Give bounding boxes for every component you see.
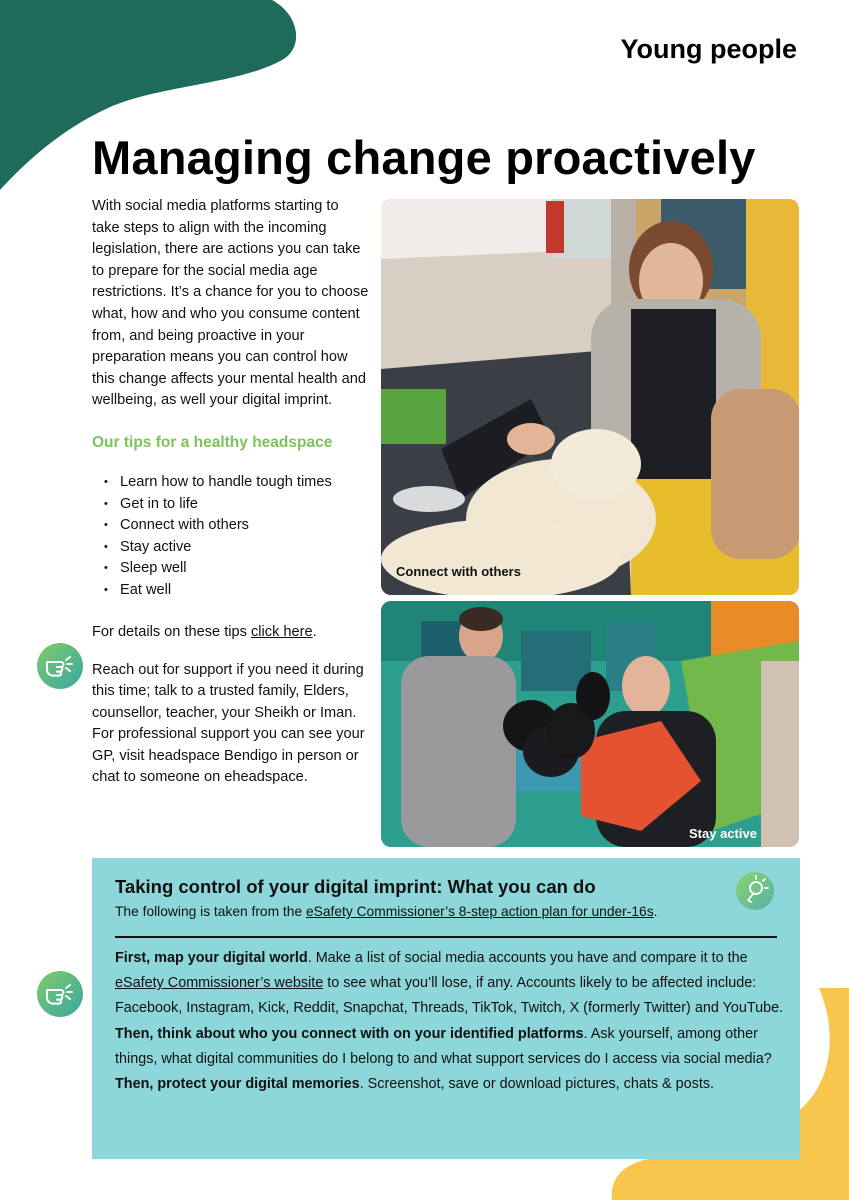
details-line <box>92 624 370 640</box>
left-column <box>92 196 370 789</box>
step-map-digital-world <box>115 946 785 1022</box>
step-title: Then, think about who you connect with on your identified platforms <box>115 1025 584 1042</box>
divider <box>115 936 777 938</box>
step-title: Then, protect your digital memories <box>115 1076 360 1093</box>
esafety-action-plan-link[interactable]: eSafety Commissioner’s 8-step action plan for under-16s <box>305 904 654 919</box>
details-end: . <box>312 623 317 640</box>
list-item: • Eat well <box>104 580 370 602</box>
step-protect-memories <box>115 1072 785 1097</box>
esafety-website-link[interactable]: eSafety Commissioner’s website <box>115 975 324 992</box>
tips-heading: Our tips for a healthy headspace <box>92 433 333 451</box>
page-title: Managing change proactively <box>92 131 756 184</box>
tips-list <box>92 472 370 602</box>
intro-paragraph: With social media platforms starting to take steps to align with the incoming legislation, there are actions you can take to prepare for the social media age restrictions. It’s a chance for you to choose what, how and who you consume content from, and being proactive in your preparation means you can control how this change affects your mental health and wellbeing, as well your digital imprint. <box>92 198 369 409</box>
photo-caption: Stay active <box>689 826 757 841</box>
pointing-hand-icon <box>37 643 83 689</box>
photo-woman-with-dog <box>381 199 799 595</box>
step-text: to see what you’ll lose, if any. Accounts likely to be affected include: Facebook, Instagram, Kick, Reddit, Snapchat, Threads, TikTok, Twitch, X (formerly Twitter) and YouTube. <box>115 975 784 1017</box>
list-item: • Sleep well <box>104 558 370 580</box>
section-tag: Young people <box>620 34 797 64</box>
action-plan-box <box>92 858 800 1159</box>
step-text: . Ask yourself, among other things, what digital communities do I belong to and what support services do I access via social media? <box>115 1025 772 1067</box>
list-item: • Learn how to handle tough times <box>104 472 370 494</box>
support-paragraph: Reach out for support if you need it during this time; talk to a trusted family, Elders, counsellor, teacher, your Sheikh or Iman. For professional support you can see your GP, visit headspace Bendigo in person or chat to someone on eheadspace. <box>92 661 365 786</box>
click-here-link[interactable]: click here <box>251 623 313 640</box>
list-item: • Get in to life <box>104 494 370 516</box>
photo-caption: Connect with others <box>396 564 521 579</box>
details-text: For details on these tips <box>92 623 251 640</box>
box-body <box>115 946 785 1097</box>
step-title: First, map your digital world <box>115 950 308 966</box>
lightbulb-icon <box>736 872 774 910</box>
box-subtitle <box>115 904 657 919</box>
step-text: . Screenshot, save or download pictures, chats & posts. <box>359 1076 715 1093</box>
box-sub-text: The following is taken from the <box>115 904 306 919</box>
box-title: Taking control of your digital imprint: What you can do <box>115 876 596 897</box>
list-item: • Stay active <box>104 537 370 559</box>
photo-men-boxing <box>381 601 799 847</box>
list-item: • Connect with others <box>104 515 370 537</box>
pointing-hand-icon <box>37 971 83 1017</box>
step-text: . Make a list of social media accounts you have and compare it to the <box>307 950 748 966</box>
step-connections <box>115 1022 785 1072</box>
box-sub-end: . <box>653 904 658 919</box>
